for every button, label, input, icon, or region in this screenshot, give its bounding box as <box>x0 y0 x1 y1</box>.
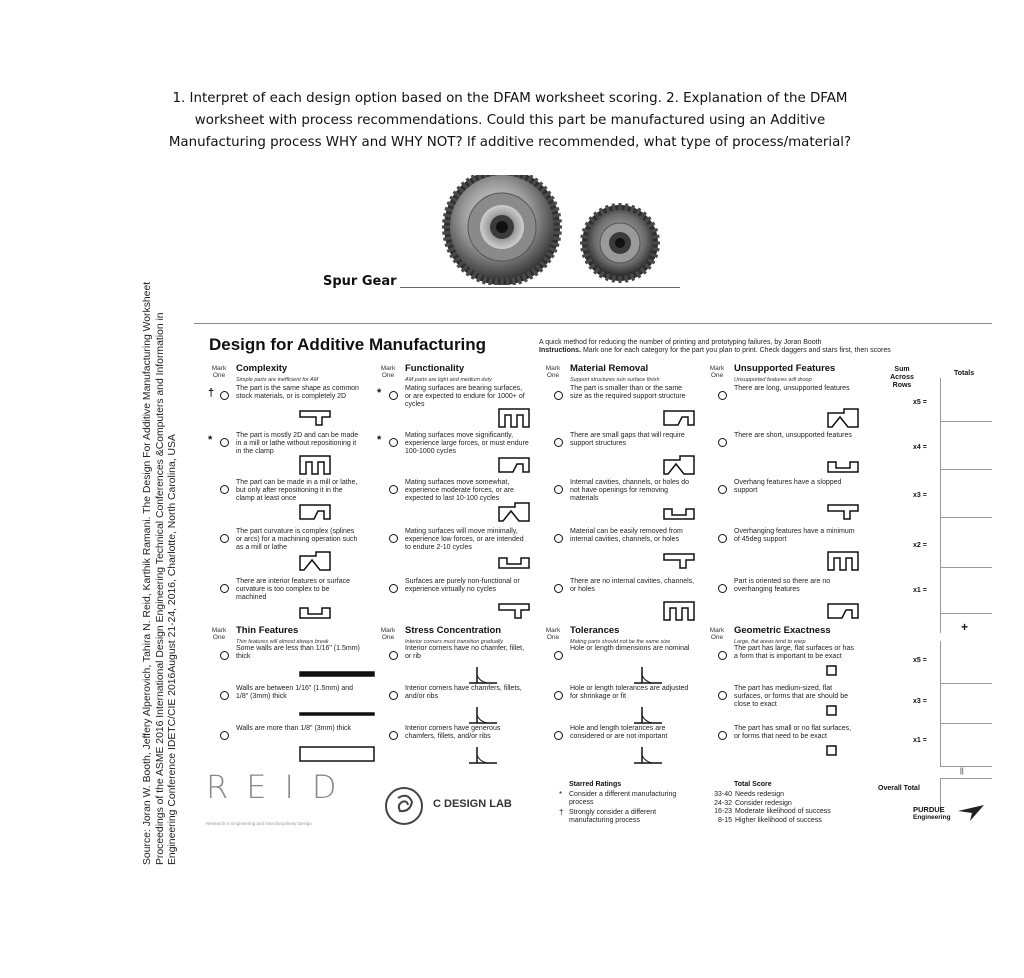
option-radio[interactable] <box>220 584 229 593</box>
option-text: There are interior features or surface curvature is too complex to be machined <box>236 578 350 601</box>
option-text: The part can be made in a mill or lathe, but only after repositioning it in the clamp at least once <box>236 479 358 502</box>
option-text: Surfaces are purely non-functional or experience virtually no cycles <box>405 578 520 593</box>
section-unsupported-features <box>706 365 871 635</box>
option-illustration-icon <box>662 407 696 430</box>
option-text: Some walls are less than 1/16" (1.5mm) thick <box>236 645 360 660</box>
option-radio[interactable] <box>220 438 229 447</box>
option-radio[interactable] <box>554 438 563 447</box>
worksheet-title: Design for Additive Manufacturing <box>209 335 487 354</box>
source-line-3: Engineering Conference IDETC/CIE 2016August 21-24, 2016, Charlotte, North Carolina, USA <box>167 434 178 865</box>
c-design-lab-icon <box>385 787 423 825</box>
section-subtitle: Mating parts should not be the same size <box>570 639 671 645</box>
option-text: Mating surfaces move somewhat, experience moderate forces, or are expected to last 10-100 cycles <box>405 479 514 502</box>
mark-one-label: Mark One <box>709 627 725 641</box>
mark-one-label: Mark One <box>709 365 725 379</box>
starred-item <box>559 808 699 825</box>
section-title: Geometric Exactness <box>734 625 831 636</box>
option-text: Mating surfaces move significantly, experience large forces, or must endure 100-1000 cycles <box>405 432 529 455</box>
option-illustration-icon <box>826 665 838 680</box>
option-row <box>377 645 547 685</box>
source-line-2: Proceedings of the ASME 2016 International Design Engineering Technical Conferences &Computers and Information in <box>154 312 166 865</box>
section-title: Tolerances <box>570 625 620 636</box>
option-flag: * <box>208 434 213 446</box>
c-design-lab-text: C DESIGN LAB <box>433 798 512 810</box>
section-title: Unsupported Features <box>734 363 836 374</box>
score-text: Higher likelihood of success <box>735 816 822 824</box>
option-text: Material can be easily removed from internal cavities, channels, or holes <box>570 528 683 543</box>
equals-sign: || <box>960 768 964 775</box>
total-row-rule <box>940 723 992 724</box>
option-text: There are short, unsupported features <box>734 432 852 439</box>
score-range: 33-40 <box>714 791 732 798</box>
option-illustration-icon <box>826 407 860 432</box>
sum-header: Sum Across Rows <box>890 366 914 389</box>
option-illustration-icon <box>497 454 531 477</box>
option-illustration-icon <box>826 501 860 524</box>
worksheet-top-rule <box>194 323 992 324</box>
option-illustration-icon <box>632 745 666 768</box>
option-radio[interactable] <box>554 651 563 660</box>
section-subtitle: AM parts are light and medium duty <box>405 377 492 383</box>
option-flag: * <box>377 434 382 446</box>
option-text: Overhang features have a slopped support <box>734 479 842 494</box>
row-multiplier: x1 = <box>913 737 927 744</box>
reid-subtitle: Research in Engineering and Interdisciplinary Design <box>206 821 312 826</box>
option-row <box>706 645 876 685</box>
option-illustration-icon <box>298 454 332 479</box>
option-row <box>542 385 712 429</box>
option-text: Walls are between 1/16" (1.5mm) and 1/8" (3mm) thick <box>236 685 354 700</box>
option-row <box>706 479 876 523</box>
section-material-removal <box>542 365 707 635</box>
source-citation <box>142 281 180 865</box>
option-row <box>706 432 876 476</box>
mark-one-label: Mark One <box>380 627 396 641</box>
label-underline <box>400 287 680 288</box>
option-radio[interactable] <box>554 485 563 494</box>
option-radio[interactable] <box>554 534 563 543</box>
row-multiplier: x3 = <box>913 698 927 705</box>
option-radio[interactable] <box>389 651 398 660</box>
option-row <box>542 528 712 572</box>
option-text: The part has medium-sized, flat surfaces, or forms that are should be close to exact <box>734 685 848 708</box>
section-thin-features <box>208 627 373 767</box>
option-row <box>377 432 547 476</box>
option-row <box>377 479 547 523</box>
option-text: The part has large, flat surfaces or has a form that is important to be exact <box>734 645 854 660</box>
total-row-rule <box>940 613 992 614</box>
figure-label: Spur Gear <box>323 274 397 289</box>
totals-header: Totals <box>954 370 975 377</box>
row-multiplier: x4 = <box>913 444 927 451</box>
starred-text: Strongly consider a different manufacturing process <box>569 809 657 824</box>
total-row-rule <box>940 683 992 684</box>
option-illustration-icon <box>497 407 531 432</box>
option-radio[interactable] <box>718 391 727 400</box>
option-text: Internal cavities, channels, or holes do not have openings for removing materials <box>570 479 690 502</box>
option-illustration-icon <box>662 454 696 479</box>
option-illustration-icon <box>298 745 378 766</box>
option-radio[interactable] <box>389 391 398 400</box>
mark-one-label: Mark One <box>545 365 561 379</box>
option-row <box>377 725 547 765</box>
option-row <box>208 578 378 622</box>
option-text: The part is smaller than or the same size as the required support structure <box>570 385 686 400</box>
option-radio[interactable] <box>220 691 229 700</box>
option-radio[interactable] <box>389 485 398 494</box>
purdue-logo <box>913 806 951 822</box>
starred-symbol: † <box>559 808 564 817</box>
option-radio[interactable] <box>718 731 727 740</box>
score-item <box>704 808 831 816</box>
option-text: The part curvature is complex (splines or arcs) for a machining operation such as a mill or lathe <box>236 528 358 551</box>
starred-item <box>559 790 699 807</box>
option-radio[interactable] <box>220 534 229 543</box>
section-title: Material Removal <box>570 363 649 374</box>
option-row <box>208 385 378 429</box>
section-subtitle: Support structures ruin surface finish <box>570 377 660 383</box>
option-radio[interactable] <box>389 534 398 543</box>
row-multiplier: x3 = <box>913 492 927 499</box>
score-text: Needs redesign <box>735 791 785 798</box>
option-row <box>377 578 547 622</box>
score-item <box>704 791 784 799</box>
option-radio[interactable] <box>718 691 727 700</box>
option-text: Hole or length tolerances are adjusted for shrinkage or fit <box>570 685 689 700</box>
totals-divider-bottom <box>940 641 941 766</box>
mark-one-label: Mark One <box>380 365 396 379</box>
option-row <box>208 528 378 572</box>
option-row <box>706 528 876 572</box>
instructions-text: Mark one for each category for the part you plan to print. Check daggers and stars first, then scores <box>582 347 891 354</box>
option-row <box>542 645 712 685</box>
overall-total-label: Overall Total <box>878 785 920 792</box>
option-illustration-icon <box>298 550 332 575</box>
section-functionality <box>377 365 542 635</box>
option-illustration-icon <box>298 665 378 686</box>
section-title: Thin Features <box>236 625 299 636</box>
option-radio[interactable] <box>554 391 563 400</box>
option-radio[interactable] <box>554 691 563 700</box>
question-line-2: worksheet with process recommendations. Could this part be manufactured using an Additive <box>194 113 826 128</box>
option-radio[interactable] <box>718 651 727 660</box>
option-radio[interactable] <box>220 731 229 740</box>
option-text: The part is mostly 2D and can be made in a mill or lathe without repositioning it in the clamp <box>236 432 359 455</box>
score-item <box>704 817 822 825</box>
option-radio[interactable] <box>220 391 229 400</box>
totals-divider <box>940 378 941 633</box>
option-illustration-icon <box>826 705 838 720</box>
option-radio[interactable] <box>220 485 229 494</box>
option-text: The part is the same shape as common stock materials, or is completely 2D <box>236 385 359 400</box>
question-line-3: Manufacturing process WHY and WHY NOT? If additive recommended, what type of process/material? <box>168 135 852 150</box>
option-flag: † <box>208 387 215 399</box>
option-row <box>377 685 547 725</box>
starred-header: Starred Ratings <box>569 781 622 788</box>
option-radio[interactable] <box>718 534 727 543</box>
option-row <box>208 725 378 765</box>
worksheet-instructions <box>539 347 891 355</box>
option-radio[interactable] <box>389 731 398 740</box>
option-row <box>542 578 712 622</box>
option-radio[interactable] <box>220 651 229 660</box>
worksheet-tagline: A quick method for reducing the number of printing and prototyping failures, by Joran Booth <box>539 339 822 346</box>
total-row-rule <box>940 567 992 568</box>
option-text: Interior corners have chamfers, fillets, and/or ribs <box>405 685 522 700</box>
option-illustration-icon <box>497 550 531 573</box>
option-illustration-icon <box>826 745 838 760</box>
option-illustration-icon <box>298 705 378 726</box>
option-radio[interactable] <box>718 485 727 494</box>
mark-one-label: Mark One <box>211 627 227 641</box>
option-row <box>208 479 378 523</box>
option-text: Interior corners have generous chamfers, fillets, and/or ribs <box>405 725 501 740</box>
option-illustration-icon <box>497 600 531 623</box>
total-row-rule <box>940 766 992 767</box>
score-range: 8-15 <box>717 816 732 824</box>
section-stress-concentration <box>377 627 542 767</box>
score-text: Consider redesign <box>735 799 792 807</box>
section-subtitle: Unsupported features will droop <box>734 377 812 383</box>
option-radio[interactable] <box>389 438 398 447</box>
question-text <box>110 88 910 154</box>
section-title: Functionality <box>405 363 465 374</box>
purdue-text: PURDUE <box>913 805 945 814</box>
option-radio[interactable] <box>718 438 727 447</box>
overall-rule <box>940 778 992 779</box>
total-row-rule <box>940 469 992 470</box>
source-line-1: Source: Joran W. Booth, Jeffery Alperovich, Tahira N. Reid, Karthik Ramani. The Design For Additive Manufacturing Worksheet <box>142 281 153 865</box>
section-complexity <box>208 365 373 635</box>
row-multiplier: x5 = <box>913 399 927 406</box>
reid-logo: REID <box>206 768 355 806</box>
option-text: The part has small or no flat surfaces, or forms that need to be exact <box>734 725 852 740</box>
instructions-label: Instructions. <box>539 347 582 354</box>
option-row <box>542 432 712 476</box>
section-subtitle: Interior corners must transition gradually <box>405 639 504 645</box>
option-radio[interactable] <box>389 691 398 700</box>
score-text: Moderate likelihood of success <box>735 808 831 815</box>
option-illustration-icon <box>826 454 860 477</box>
option-illustration-icon <box>298 407 332 430</box>
section-title: Complexity <box>236 363 288 374</box>
option-radio[interactable] <box>554 584 563 593</box>
option-row <box>706 685 876 725</box>
option-text: There are long, unsupported features <box>734 385 850 392</box>
option-radio[interactable] <box>718 584 727 593</box>
mark-one-label: Mark One <box>545 627 561 641</box>
total-score-header: Total Score <box>734 781 772 788</box>
option-text: Part is oriented so there are no overhanging features <box>734 578 831 593</box>
option-illustration-icon <box>662 550 696 573</box>
option-text: Mating surfaces will move minimally, experience low forces, or are intended to endure 2-10 cycles <box>405 528 524 551</box>
row-multiplier: x1 = <box>913 587 927 594</box>
option-row <box>706 725 876 765</box>
option-row <box>706 578 876 622</box>
starred-text: Consider a different manufacturing process <box>569 791 677 806</box>
option-row <box>377 385 547 429</box>
score-range: 16-23 <box>714 808 732 815</box>
option-illustration-icon <box>298 501 332 524</box>
score-item <box>704 800 792 808</box>
option-illustration-icon <box>298 600 332 623</box>
row-multiplier: x2 = <box>913 542 927 549</box>
option-illustration-icon <box>826 550 860 575</box>
total-row-rule <box>940 421 992 422</box>
option-text: Hole and length tolerances are considered or are not important <box>570 725 668 740</box>
option-flag: * <box>377 387 382 399</box>
option-radio[interactable] <box>389 584 398 593</box>
option-illustration-icon <box>497 501 531 526</box>
spur-gear-image <box>410 175 680 285</box>
dfam-worksheet <box>194 323 992 833</box>
option-radio[interactable] <box>554 731 563 740</box>
section-subtitle: Large, flat areas tend to warp <box>734 639 806 645</box>
option-row <box>542 685 712 725</box>
option-text: There are small gaps that will require support structures <box>570 432 685 447</box>
option-text: Overhanging features have a minimum of 45deg support <box>734 528 855 543</box>
total-row-rule <box>940 517 992 518</box>
option-text: Hole or length dimensions are nominal <box>570 645 690 652</box>
section-title: Stress Concentration <box>405 625 502 636</box>
purdue-subtext: Engineering <box>913 814 951 821</box>
option-illustration-icon <box>662 501 696 524</box>
option-row <box>208 432 378 476</box>
purdue-mark-icon <box>956 803 986 823</box>
plus-sign: + <box>961 620 969 634</box>
option-row <box>542 725 712 765</box>
section-tolerances <box>542 627 707 767</box>
section-subtitle: Thin features will almost always break <box>236 639 329 645</box>
section-subtitle: Simple parts are inefficient for AM <box>236 377 319 383</box>
option-text: Walls are more than 1/8" (3mm) thick <box>236 725 352 732</box>
score-range: 24-32 <box>714 799 732 807</box>
row-multiplier: x5 = <box>913 657 927 664</box>
option-text: Interior corners have no chamfer, fillet, or rib <box>405 645 525 660</box>
mark-one-label: Mark One <box>211 365 227 379</box>
option-row <box>706 385 876 429</box>
question-line-1: 1. Interpret of each design option based on the DFAM worksheet scoring. 2. Explanation of the DFAM <box>172 91 848 106</box>
option-illustration-icon <box>826 600 860 623</box>
option-text: There are no internal cavities, channels, or holes <box>570 578 695 593</box>
option-row <box>542 479 712 523</box>
starred-symbol: * <box>559 790 563 799</box>
option-row <box>377 528 547 572</box>
option-row <box>208 645 378 685</box>
option-illustration-icon <box>467 745 501 768</box>
section-geometric-exactness <box>706 627 871 767</box>
option-text: Mating surfaces are bearing surfaces, or are expected to endure for 1000+ of cycles <box>405 385 525 408</box>
option-row <box>208 685 378 725</box>
option-illustration-icon <box>662 600 696 625</box>
